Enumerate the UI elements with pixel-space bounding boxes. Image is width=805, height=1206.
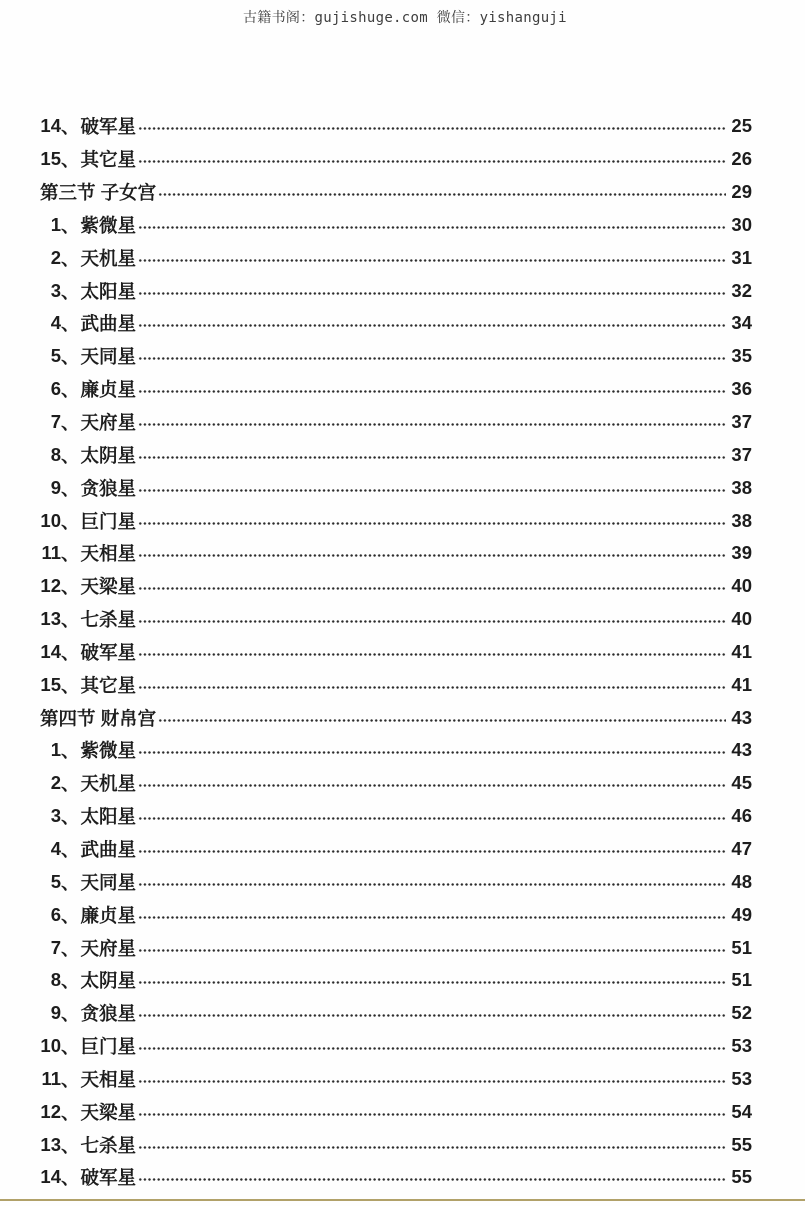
toc-entry-page: 26	[731, 148, 752, 170]
toc-item-row	[40, 504, 752, 537]
dot-leader	[158, 191, 726, 198]
toc-entry-number: 6	[50, 378, 61, 400]
toc-item-row	[40, 767, 752, 800]
toc-item-row	[40, 603, 752, 636]
toc-entry-title: 天同星	[80, 346, 137, 368]
toc-item-row	[40, 898, 752, 931]
toc-entry-title: 武曲星	[80, 838, 137, 860]
toc-entry-separator: 、	[61, 970, 80, 992]
toc-entry-title: 太阳星	[80, 806, 137, 828]
dot-leader	[138, 257, 726, 264]
toc-entry-separator: 、	[61, 214, 80, 236]
toc-entry-title: 七杀星	[80, 609, 137, 631]
toc-entry-separator: 、	[61, 247, 80, 269]
dot-leader	[138, 1176, 726, 1183]
toc-entry-page: 38	[731, 476, 752, 498]
toc-entry-title: 廉贞星	[80, 904, 137, 926]
toc-entry-title: 紫微星	[80, 214, 137, 236]
toc-entry-page: 51	[731, 936, 752, 958]
toc-entry-number: 11	[41, 542, 61, 564]
toc-entry-title: 天机星	[80, 247, 137, 269]
toc-entry-separator: 、	[61, 1101, 80, 1123]
toc-entry-number: 5	[50, 345, 61, 367]
toc-entry-separator: 、	[61, 576, 80, 598]
dot-leader	[138, 749, 726, 756]
toc-entry-separator: 、	[61, 444, 80, 466]
toc-entry-title: 紫微星	[80, 740, 137, 762]
dot-leader	[138, 914, 726, 921]
toc-entry-title: 天同星	[80, 871, 137, 893]
toc-entry-separator: 、	[61, 280, 80, 302]
toc-entry-separator: 、	[61, 838, 80, 860]
toc-entry-title: 廉贞星	[80, 379, 137, 401]
toc-entry-number: 1	[50, 739, 61, 761]
toc-entry-number: 6	[50, 903, 61, 925]
toc-entry-title: 天梁星	[80, 576, 137, 598]
toc-item-row	[40, 1062, 752, 1095]
toc-entry-page: 55	[731, 1166, 752, 1188]
toc-item-row	[40, 438, 752, 471]
watermark-header: 古籍书阁：gujishuge.com 微信：yishanguji	[243, 10, 567, 26]
toc-entry-number: 5	[50, 870, 61, 892]
toc-entry-page: 53	[731, 1035, 752, 1057]
dot-leader	[138, 322, 726, 329]
toc-item-row	[40, 800, 752, 833]
toc-item-row	[40, 537, 752, 570]
toc-item-row	[40, 373, 752, 406]
toc-entry-number: 7	[50, 936, 61, 958]
toc-item-row	[40, 1030, 752, 1063]
toc-entry-page: 40	[731, 575, 752, 597]
toc-entry-number: 4	[50, 837, 61, 859]
toc-entry-page: 25	[731, 115, 752, 137]
toc-entry-number: 14	[40, 1166, 61, 1188]
toc-entry-title: 其它星	[80, 674, 137, 696]
toc-entry-title: 破军星	[80, 116, 137, 138]
toc-entry-page: 43	[731, 739, 752, 761]
dot-leader	[138, 158, 726, 165]
toc-entry-separator: 、	[61, 346, 80, 368]
dot-leader	[138, 290, 726, 297]
toc-entry-separator: 、	[61, 1134, 80, 1156]
dot-leader	[138, 1012, 726, 1019]
dot-leader	[138, 979, 726, 986]
toc-entry-separator: 、	[61, 543, 80, 565]
toc-entry-separator: 、	[61, 1167, 80, 1189]
toc-entry-number: 15	[40, 148, 61, 170]
toc-entry-number: 13	[40, 1133, 61, 1155]
toc-entry-page: 51	[731, 969, 752, 991]
toc-entry-number: 3	[50, 805, 61, 827]
toc-item-row	[40, 406, 752, 439]
toc-entry-number: 8	[50, 969, 61, 991]
toc-entry-title: 太阴星	[80, 970, 137, 992]
dot-leader	[138, 947, 726, 954]
toc-item-row	[40, 471, 752, 504]
toc-entry-title: 破军星	[80, 641, 137, 663]
toc-entry-title: 天机星	[80, 773, 137, 795]
toc-entry-separator: 、	[61, 904, 80, 926]
toc-entry-number: 10	[40, 1035, 61, 1057]
toc-item-row	[40, 865, 752, 898]
toc-entry-separator: 、	[61, 379, 80, 401]
toc-entry-title: 武曲星	[80, 313, 137, 335]
toc-entry-separator: 、	[61, 1036, 80, 1058]
toc-entry-separator: 、	[61, 149, 80, 171]
dot-leader	[138, 520, 726, 527]
toc-entry-title: 七杀星	[80, 1134, 137, 1156]
toc-item-row	[40, 931, 752, 964]
dot-leader	[138, 1144, 726, 1151]
toc-item-row	[40, 570, 752, 603]
toc-entry-title: 巨门星	[80, 510, 137, 532]
dot-leader	[138, 125, 726, 132]
toc-entry-title: 天府星	[80, 937, 137, 959]
toc-entry-separator: 、	[61, 641, 80, 663]
toc-entry-number: 4	[50, 312, 61, 334]
dot-leader	[138, 848, 726, 855]
toc-entry-title: 其它星	[80, 149, 137, 171]
toc-entry-page: 32	[731, 279, 752, 301]
toc-item-row	[40, 110, 752, 143]
dot-leader	[158, 717, 726, 724]
toc-entry-page: 41	[731, 640, 752, 662]
dot-leader	[138, 1045, 726, 1052]
toc-entry-separator: 、	[61, 773, 80, 795]
toc-item-row	[40, 307, 752, 340]
dot-leader	[138, 454, 726, 461]
dot-leader	[138, 881, 726, 888]
toc-entry-number: 12	[40, 575, 61, 597]
toc-entry-number: 9	[50, 476, 61, 498]
toc-entry-number: 14	[40, 640, 61, 662]
toc-entry-page: 48	[731, 870, 752, 892]
toc-entry-page: 54	[731, 1100, 752, 1122]
dot-leader	[138, 421, 726, 428]
toc-item-row	[40, 636, 752, 669]
toc-entry-number: 14	[40, 115, 61, 137]
toc-item-row	[40, 1095, 752, 1128]
toc-entry-number: 2	[50, 772, 61, 794]
toc-entry-separator: 、	[61, 116, 80, 138]
dot-leader	[138, 388, 726, 395]
toc-entry-separator: 、	[61, 1003, 80, 1025]
toc-entry-number: 11	[41, 1067, 61, 1089]
toc-item-row	[40, 833, 752, 866]
toc-entry-page: 49	[731, 903, 752, 925]
toc-entry-title: 破军星	[80, 1167, 137, 1189]
toc-entry-number: 2	[50, 246, 61, 268]
dot-leader	[138, 1078, 726, 1085]
dot-leader	[138, 782, 726, 789]
dot-leader	[138, 815, 726, 822]
toc-entry-separator: 、	[61, 937, 80, 959]
dot-leader	[138, 585, 726, 592]
toc-entry-separator: 、	[61, 806, 80, 828]
toc-entry-page: 41	[731, 673, 752, 695]
toc-entry-page: 46	[731, 805, 752, 827]
toc-entry-number: 1	[50, 213, 61, 235]
toc-entry-page: 39	[731, 542, 752, 564]
toc-entry-number: 8	[50, 443, 61, 465]
toc-entry-page: 45	[731, 772, 752, 794]
dot-leader	[138, 618, 726, 625]
toc-item-row	[40, 340, 752, 373]
toc-item-row	[40, 668, 752, 701]
table-of-contents	[0, 110, 805, 1194]
toc-entry-page: 35	[731, 345, 752, 367]
toc-entry-title: 天相星	[80, 543, 137, 565]
toc-item-row	[40, 241, 752, 274]
toc-entry-page: 47	[731, 837, 752, 859]
dot-leader	[138, 487, 726, 494]
toc-item-row	[40, 997, 752, 1030]
toc-entry-title: 太阴星	[80, 444, 137, 466]
toc-entry-separator: 、	[61, 740, 80, 762]
toc-item-row	[40, 734, 752, 767]
toc-entry-number: 9	[50, 1002, 61, 1024]
toc-entry-separator: 、	[61, 871, 80, 893]
toc-item-row	[40, 209, 752, 242]
toc-entry-number: 7	[50, 411, 61, 433]
toc-section-label: 第四节 财帛宫	[40, 707, 157, 729]
toc-entry-separator: 、	[61, 674, 80, 696]
dot-leader	[138, 651, 726, 658]
toc-entry-page: 55	[731, 1133, 752, 1155]
toc-entry-page: 29	[731, 181, 752, 203]
toc-entry-page: 38	[731, 509, 752, 531]
toc-item-row	[40, 143, 752, 176]
toc-entry-page: 31	[731, 246, 752, 268]
dot-leader	[138, 684, 726, 691]
toc-entry-title: 贪狼星	[80, 477, 137, 499]
toc-entry-title: 天府星	[80, 412, 137, 434]
toc-entry-title: 贪狼星	[80, 1003, 137, 1025]
toc-section-row	[40, 701, 752, 734]
toc-entry-title: 太阳星	[80, 280, 137, 302]
dot-leader	[138, 224, 726, 231]
dot-leader	[138, 355, 726, 362]
toc-entry-separator: 、	[61, 609, 80, 631]
toc-entry-page: 53	[731, 1067, 752, 1089]
toc-section-label: 第三节 子女宫	[40, 182, 157, 204]
toc-item-row	[40, 964, 752, 997]
toc-item-row	[40, 1161, 752, 1194]
toc-entry-title: 天梁星	[80, 1101, 137, 1123]
toc-entry-title: 巨门星	[80, 1036, 137, 1058]
toc-entry-page: 36	[731, 378, 752, 400]
toc-section-row	[40, 176, 752, 209]
page-bottom-rule	[0, 1199, 805, 1201]
toc-entry-number: 12	[40, 1100, 61, 1122]
toc-entry-number: 13	[40, 608, 61, 630]
toc-entry-title: 天相星	[80, 1068, 137, 1090]
toc-entry-page: 37	[731, 443, 752, 465]
toc-entry-number: 3	[50, 279, 61, 301]
dot-leader	[138, 1111, 726, 1118]
toc-entry-number: 15	[40, 673, 61, 695]
toc-entry-separator: 、	[61, 313, 80, 335]
toc-entry-page: 37	[731, 411, 752, 433]
dot-leader	[138, 552, 726, 559]
toc-entry-separator: 、	[61, 1068, 80, 1090]
toc-item-row	[40, 274, 752, 307]
toc-entry-page: 30	[731, 213, 752, 235]
toc-entry-separator: 、	[61, 477, 80, 499]
toc-entry-page: 40	[731, 608, 752, 630]
toc-entry-separator: 、	[61, 510, 80, 532]
toc-entry-page: 52	[731, 1002, 752, 1024]
toc-entry-separator: 、	[61, 412, 80, 434]
toc-item-row	[40, 1128, 752, 1161]
toc-entry-number: 10	[40, 509, 61, 531]
toc-entry-page: 43	[731, 706, 752, 728]
toc-entry-page: 34	[731, 312, 752, 334]
